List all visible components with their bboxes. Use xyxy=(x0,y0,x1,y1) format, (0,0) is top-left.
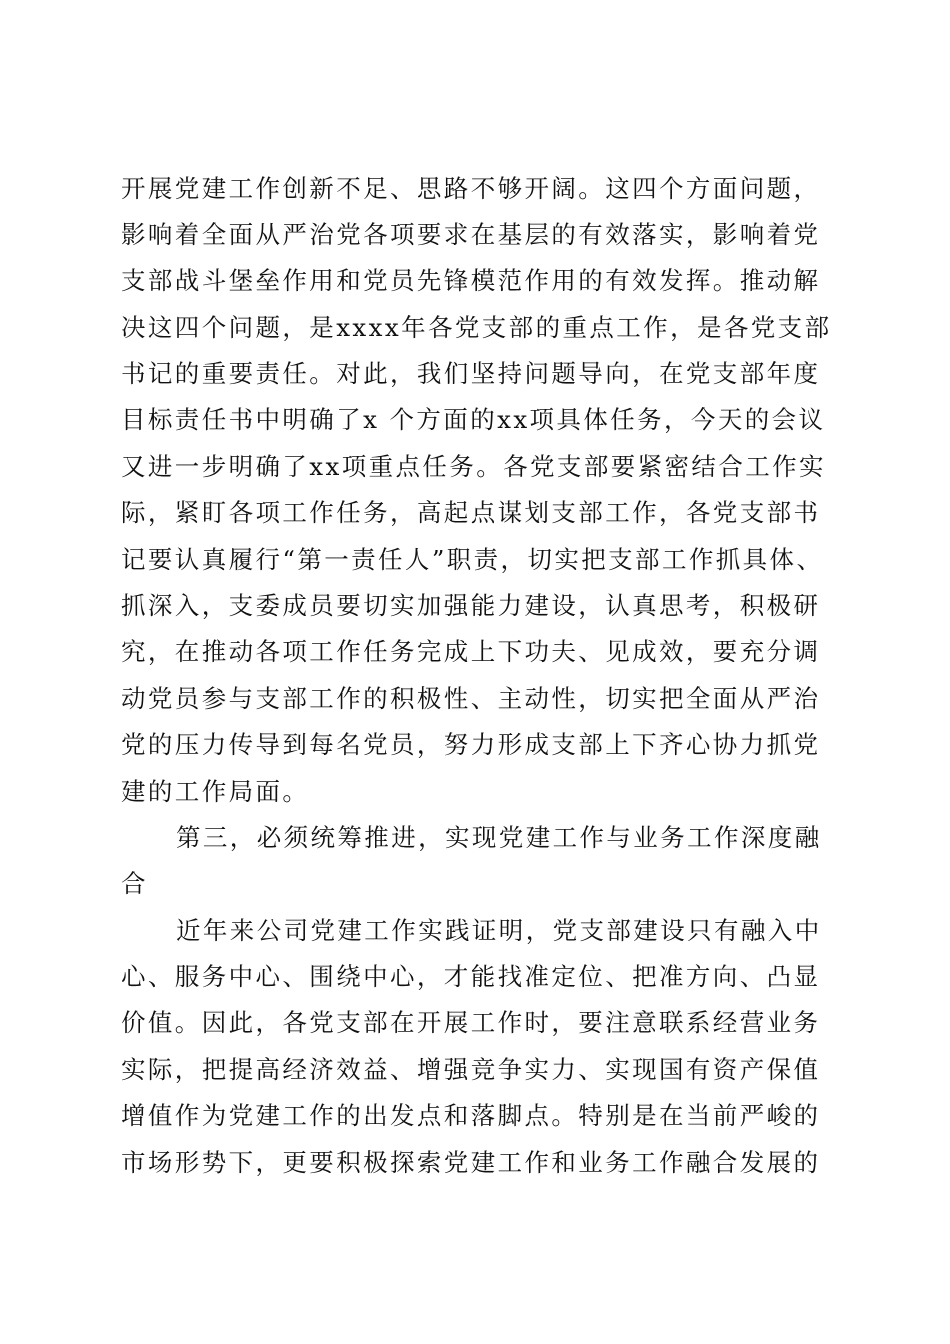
text-line: 增值作为党建工作的出发点和落脚点。特别是在当前严峻的 xyxy=(121,1101,821,1130)
section-heading: 第三，必须统筹推进，实现党建工作与业务工作深度融 xyxy=(176,823,822,852)
text-line: 记要认真履行“第一责任人”职责，切实把支部工作抓具体、 xyxy=(121,545,824,574)
text-line: 开展党建工作创新不足、思路不够开阔。这四个方面问题， xyxy=(121,174,821,203)
text-line: 究，在推动各项工作任务完成上下功夫、见成效，要充分调 xyxy=(121,637,821,666)
text-line: 又进一步明确了xx项重点任务。各党支部要紧密结合工作实 xyxy=(121,452,826,481)
text-line: 党的压力传导到每名党员，努力形成支部上下齐心协力抓党 xyxy=(121,730,821,759)
text-line: 影响着全面从严治党各项要求在基层的有效落实，影响着党 xyxy=(121,220,821,249)
section-heading-continued: 合 xyxy=(121,869,148,898)
text-line: 实际，把提高经济效益、增强竞争实力、实现国有资产保值 xyxy=(121,1055,821,1084)
text-line: 动党员参与支部工作的积极性、主动性，切实把全面从严治 xyxy=(121,684,821,713)
text-line: 支部战斗堡垒作用和党员先锋模范作用的有效发挥。推动解 xyxy=(121,266,821,295)
text-line: 际，紧盯各项工作任务，高起点谋划支部工作，各党支部书 xyxy=(121,498,821,527)
paragraph-start-line: 近年来公司党建工作实践证明，党支部建设只有融入中 xyxy=(176,916,822,945)
text-line: 心、服务中心、围绕中心，才能找准定位、把准方向、凸显 xyxy=(121,962,821,991)
text-line: 建的工作局面。 xyxy=(121,777,310,806)
text-line: 市场形势下，更要积极探索党建工作和业务工作融合发展的 xyxy=(121,1148,821,1177)
text-line: 决这四个问题，是xxxx年各党支部的重点工作，是各党支部 xyxy=(121,313,832,342)
text-line: 目标责任书中明确了x 个方面的xx项具体任务，今天的会议 xyxy=(121,405,826,434)
text-line: 抓深入，支委成员要切实加强能力建设，认真思考，积极研 xyxy=(121,591,821,620)
text-line: 价值。因此，各党支部在开展工作时，要注意联系经营业务 xyxy=(121,1008,821,1037)
text-line: 书记的重要责任。对此，我们坚持问题导向，在党支部年度 xyxy=(121,359,821,388)
